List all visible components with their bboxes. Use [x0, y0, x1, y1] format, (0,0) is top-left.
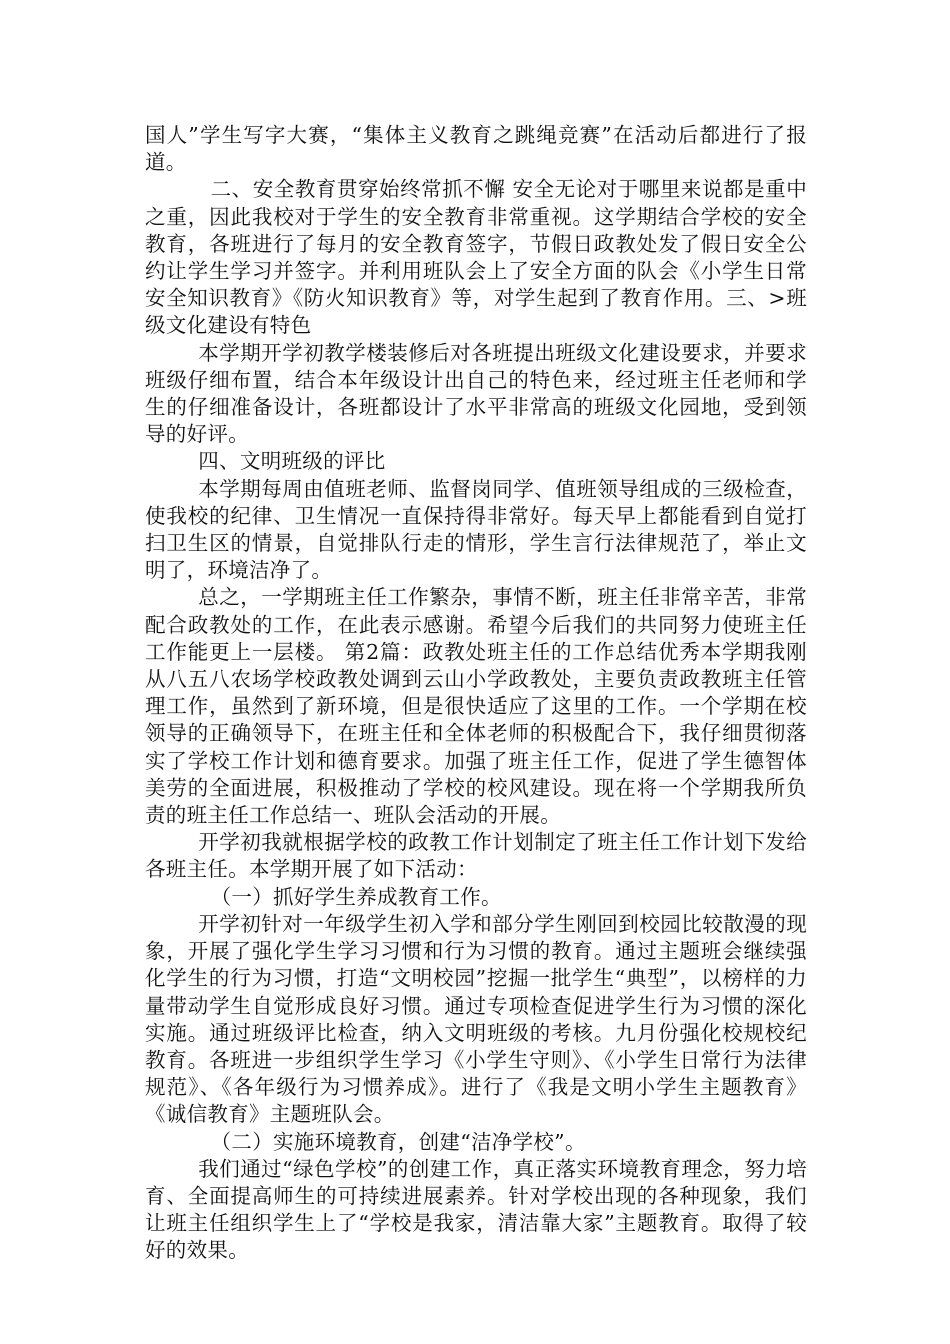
- paragraph-1: 国人”学生写字大赛，“集体主义教育之跳绳竞赛”在活动后都进行了报道。: [145, 123, 807, 175]
- paragraph-3: 本学期开学初教学楼装修后对各班提出班级文化建设要求，并要求班级仔细布置，结合本年级设计出自己的特色来，经过班主任老师和学生的仔细准备设计，各班都设计了水平非常高的班级文化园地，受到领导的好评。: [145, 340, 807, 447]
- document-body: [145, 122, 807, 1265]
- subheading-1: （一）抓好学生养成教育工作。: [210, 884, 502, 909]
- paragraph-5: 本学期每周由值班老师、监督岗同学、值班领导组成的三级检查，使我校的纪律、卫生情况一直保持得非常好。每天早上都能看到自觉打扫卫生区的情景，自觉排队行走的情形，学生言行法律规范了，举止文明了，环境洁净了。: [145, 476, 807, 583]
- paragraph-2: 二、安全教育贯穿始终常抓不懈 安全无论对于哪里来说都是重中之重，因此我校对于学生的安全教育非常重视。这学期结合学校的安全教育，各班进行了每月的安全教育签字，节假日政教处发了假日安全公约让学生学习并签字。并利用班队会上了安全方面的队会《小学生日常安全知识教育》《防火知识教育》等，对学生起到了教育作用。三、>班级文化建设有特色: [145, 177, 807, 338]
- section-heading-4: 四、文明班级的评比: [198, 449, 386, 474]
- paragraph-9: 开学初针对一年级学生初入学和部分学生刚回到校园比较散漫的现象，开展了强化学生学习习惯和行为习惯的教育。通过主题班会继续强化学生的行为习惯，打造“文明校园”挖掘一批学生“典型”，以榜样的力量带动学生自觉形成良好习惯。通过专项检查促进学生行为习惯的深化实施。通过班级评比检查，纳入文明班级的考核。九月份强化校规校纪教育。各班进一步组织学生学习《小学生守则》、《小学生日常行为法律规范》、《各年级行为习惯养成》。进行了《我是文明小学生主题教育》《诚信教育》主题班队会。: [145, 911, 807, 1127]
- paragraph-11: 我们通过“绿色学校”的创建工作，真正落实环境教育理念，努力培育、全面提高师生的可持续进展素养。针对学校出现的各种现象，我们让班主任组织学生上了“学校是我家，清洁靠大家”主题教育。取得了较好的效果。: [145, 1156, 807, 1263]
- paragraph-6: 总之，一学期班主任工作繁杂，事情不断，班主任非常辛苦，非常配合政教处的工作，在此表示感谢。希望今后我们的共同努力使班主任工作能更上一层楼。 第2篇：政教处班主任的工作总结优秀本学期我刚从八五八农场学校政教处调到云山小学政教处，主要负责政教班主任管理工作，虽然到了新环境，但是很快适应了这里的工作。一个学期在校领导的正确领导下，在班主任和全体老师的积极配合下，我仔细贯彻落实了学校工作计划和德育要求。加强了班主任工作，促进了学生德智体美劳的全面进展，积极推动了学校的校风建设。现在将一个学期我所负责的班主任工作总结一、班队会活动的开展。: [145, 585, 807, 828]
- subheading-2: （二）实施环境教育，创建“洁净学校”。: [210, 1129, 586, 1154]
- paragraph-7: 开学初我就根据学校的政教工作计划制定了班主任工作计划下发给各班主任。本学期开展了如下活动：: [145, 830, 807, 882]
